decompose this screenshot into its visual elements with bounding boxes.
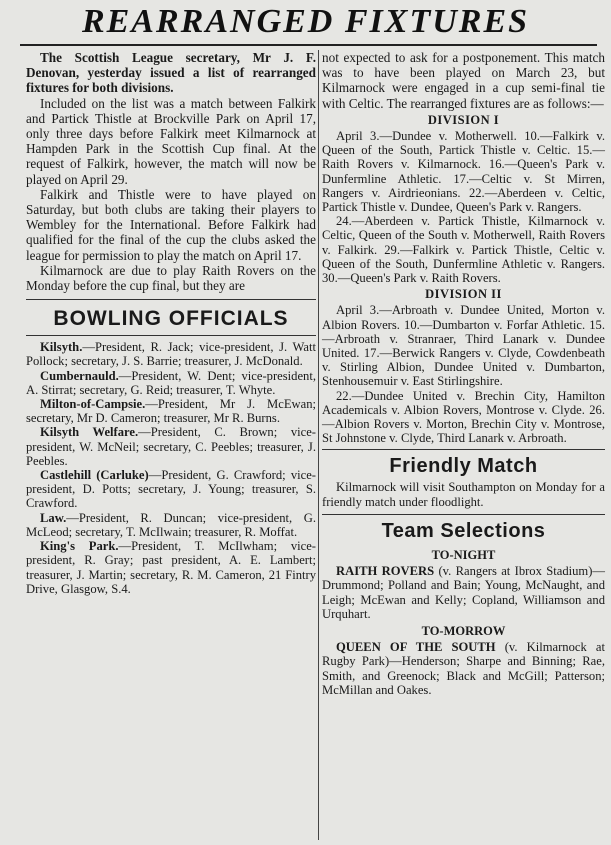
club-officials: —President, C. Brown; vice-president, W. McNeil; secretary, C. Peebles; treasurer, J. Peebles. — [26, 425, 316, 468]
club-name: Cumbernauld. — [40, 368, 119, 383]
bowling-club-entry — [26, 539, 316, 596]
bowling-officials-list — [26, 340, 316, 596]
division-2-fixtures — [322, 303, 605, 445]
section-rule — [26, 335, 316, 336]
bowling-club-entry — [26, 369, 316, 397]
fixture-paragraph: April 3.—Dundee v. Motherwell. 10.—Falkirk v. Queen of the South, Partick Thistle v. Celtic. 15.—Raith Rovers v. Kilmarnock. 16.—Queen's Park v. Dunfermline Athletic. 17.—Celtic v. St Mirren, Rangers v. Airdrieonians. 22.—Aberdeen v. Celtic, Partick Thistle v. Dundee, Queen's Park v. Rangers. — [322, 129, 605, 215]
club-officials: —President, R. Jack; vice-president, J. Watt Pollock; secretary, J. S. Barrie; treasurer, J. McDonald. — [26, 340, 316, 369]
fixture-paragraph: 22.—Dundee United v. Brechin City, Hamilton Academicals v. Albion Rovers, Montrose v. Clyde. 26.—Albion Rovers v. Morton, Brechin City v. Montrose, St Johnstone v. Clyde, Third Lanark v. Arbroath. — [322, 388, 605, 446]
tomorrow-label: TO-MORROW — [421, 623, 506, 638]
section-rule — [26, 299, 316, 300]
club-name: Kilsyth Welfare. — [40, 425, 139, 440]
friendly-match-heading: Friendly Match — [389, 455, 538, 478]
division-1-fixtures — [322, 129, 605, 285]
headline-rule — [20, 44, 597, 46]
left-column — [26, 50, 316, 596]
club-name: Kilsyth. — [40, 340, 83, 355]
club-officials: —President, Mr J. McEwan; secretary, Mr D. Cameron; treasurer, Mr R. Burns. — [26, 397, 316, 426]
division-2-label: DIVISION II — [425, 287, 502, 302]
section-rule — [322, 514, 605, 515]
club-officials: —President, G. Crawford; vice-president, D. Potts; secretary, J. Young; treasurer, S. Crawford. — [26, 468, 316, 511]
club-name: Milton-of-Campsie. — [40, 397, 146, 412]
story-continuation: not expected to ask for a postponement. This match was to have been played on March 23, but Kilmarnock were engaged in a cup semi-final tie with Celtic. The rearranged fixtures are as follows:— — [322, 50, 605, 111]
section-rule — [322, 449, 605, 450]
club-officials: —President, W. Dent; vice-president, A. Stirrat; secretary, G. Reid; treasurer, T. Whyte. — [26, 368, 316, 397]
friendly-match-text: Kilmarnock will visit Southampton on Monday for a friendly match under floodlight. — [322, 480, 605, 509]
club-name: Law. — [40, 510, 67, 525]
bowling-club-entry — [26, 468, 316, 511]
team-lineup: (v. Kilmarnock at Rugby Park)—Henderson; Sharpe and Binning; Rae, Smith, and Greenock; Black and McGill; Patterson; McMillan and Oakes. — [322, 640, 605, 697]
club-officials: —President, R. Duncan; vice-president, G. McLeod; secretary, T. McIlwain; treasurer, R. Moffat. — [26, 510, 316, 539]
right-column — [322, 50, 605, 697]
story-paragraph: The Scottish League secretary, Mr J. F. Denovan, yesterday issued a list of rearranged fixtures for both divisions. — [26, 50, 316, 96]
story-paragraph: Included on the list was a match between Falkirk and Partick Thistle at Brockville Park on April 17, only three days before Falkirk meet Kilmarnock at Hampden Park in the Scottish Cup final. At the request of Falkirk, however, the match will now be played on April 29. — [26, 95, 316, 187]
team-selection-entry — [322, 564, 605, 621]
division-1-label: DIVISION I — [427, 112, 500, 127]
story-paragraph: Kilmarnock are due to play Raith Rovers on the Monday before the cup final, but they are — [26, 262, 316, 294]
tonight-label: TO-NIGHT — [431, 547, 496, 562]
bowling-club-entry — [26, 511, 316, 539]
bowling-officials-heading: BOWLING OFFICIALS — [53, 307, 289, 331]
team-lineup: (v. Rangers at Ibrox Stadium)—Drummond; Polland and Bain; Young, McNaught, and Leigh; McEwan and Kelly; Copland, Williamson and Urquhart. — [322, 564, 606, 621]
club-officials: —President, T. McIlwham; vice-president, R. Gray; past president, A. E. Lambert; treasurer, J. Martin; secretary, R. M. Cameron, 21 Fintry Drive, Glasgow, S.4. — [26, 539, 316, 596]
headline: REARRANGED FIXTURES — [81, 3, 530, 40]
bowling-club-entry — [26, 425, 316, 468]
story-paragraph: Falkirk and Thistle were to have played on Saturday, but both clubs are taking their players to Wembley for the International. Before Falkirk had qualified for the final of the cup the clubs asked the league for permission to play the match on April 17. — [26, 186, 316, 263]
team-selection-entry — [322, 640, 605, 697]
team-selections-heading: Team Selections — [381, 519, 546, 542]
club-name: King's Park. — [40, 539, 119, 554]
club-name: RAITH ROVERS — [336, 564, 435, 579]
club-name: QUEEN OF THE SOUTH — [336, 640, 496, 655]
bowling-club-entry — [26, 340, 316, 368]
fixture-paragraph: 24.—Aberdeen v. Partick Thistle, Kilmarnock v. Celtic, Queen of the South v. Motherwell, Raith Rovers v. Falkirk. 29.—Falkirk v. Partick Thistle, Celtic v. Queen of the South, Dunfermline Athletic v. Rangers. 30.—Queen's Park v. Raith Rovers. — [322, 214, 605, 286]
column-divider — [318, 50, 319, 840]
bowling-club-entry — [26, 397, 316, 425]
fixture-paragraph: April 3.—Arbroath v. Dundee United, Morton v. Albion Rovers. 10.—Dumbarton v. Forfar Athletic. 15.—Arbroath v. Stranraer, Third Lanark v. Dundee United. 17.—Berwick Rangers v. Clyde, Cowdenbeath v. Stirling Albion, Dundee United v. Dumbarton, Stenhousemuir v. East Stirlingshire. — [322, 303, 605, 389]
fixtures-story — [26, 50, 316, 293]
club-name: Castlehill (Carluke) — [40, 468, 149, 483]
